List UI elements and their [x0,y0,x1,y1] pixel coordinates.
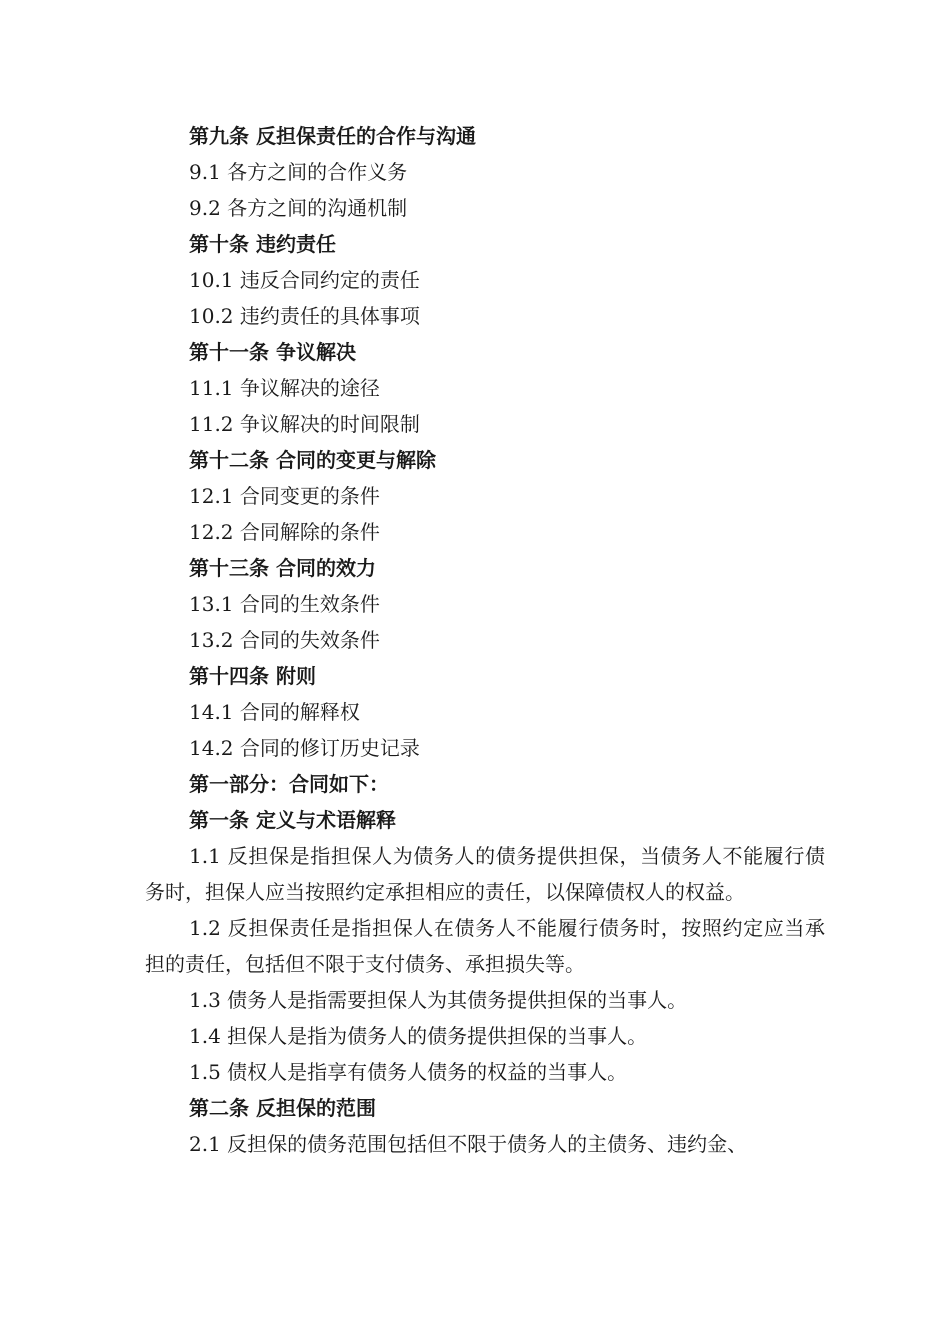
article-1-paragraph: 1.2 反担保责任是指担保人在债务人不能履行债务时，按照约定应当承担的责任，包括但不限于支付债务、承担损失等。 [145,916,825,976]
article-2-paragraph: 2.1 反担保的债务范围包括但不限于债务人的主债务、违约金、 [189,1132,748,1156]
article-2-heading: 第二条 反担保的范围 [189,1096,376,1120]
article-11-heading: 第十一条 争议解决 [189,340,356,364]
clause-9-2: 9.2 各方之间的沟通机制 [189,196,408,220]
clause-13-1: 13.1 合同的生效条件 [189,592,380,616]
article-13-heading: 第十三条 合同的效力 [189,556,376,580]
article-1-paragraph: 1.1 反担保是指担保人为债务人的债务提供担保，当债务人不能履行债务时，担保人应当按照约定承担相应的责任，以保障债权人的权益。 [145,844,825,904]
article-9-heading: 第九条 反担保责任的合作与沟通 [189,124,476,148]
article-14-heading: 第十四条 附则 [189,664,316,688]
article-1-heading: 第一条 定义与术语解释 [189,808,396,832]
clause-10-1: 10.1 违反合同约定的责任 [189,268,420,292]
clause-12-2: 12.2 合同解除的条件 [189,520,380,544]
clause-9-1: 9.1 各方之间的合作义务 [189,160,408,184]
clause-13-2: 13.2 合同的失效条件 [189,628,380,652]
article-10-heading: 第十条 违约责任 [189,232,336,256]
clause-11-1: 11.1 争议解决的途径 [189,376,380,400]
clause-10-2: 10.2 违约责任的具体事项 [189,304,420,328]
article-1-paragraph: 1.4 担保人是指为债务人的债务提供担保的当事人。 [189,1024,648,1048]
article-1-paragraph: 1.5 债权人是指享有债务人债务的权益的当事人。 [189,1060,628,1084]
clause-11-2: 11.2 争议解决的时间限制 [189,412,420,436]
document-body [145,118,825,1162]
article-1-paragraph: 1.3 债务人是指需要担保人为其债务提供担保的当事人。 [189,988,688,1012]
clause-14-1: 14.1 合同的解释权 [189,700,360,724]
clause-12-1: 12.1 合同变更的条件 [189,484,380,508]
part-one-heading: 第一部分：合同如下： [189,772,389,796]
clause-14-2: 14.2 合同的修订历史记录 [189,736,420,760]
article-12-heading: 第十二条 合同的变更与解除 [189,448,436,472]
